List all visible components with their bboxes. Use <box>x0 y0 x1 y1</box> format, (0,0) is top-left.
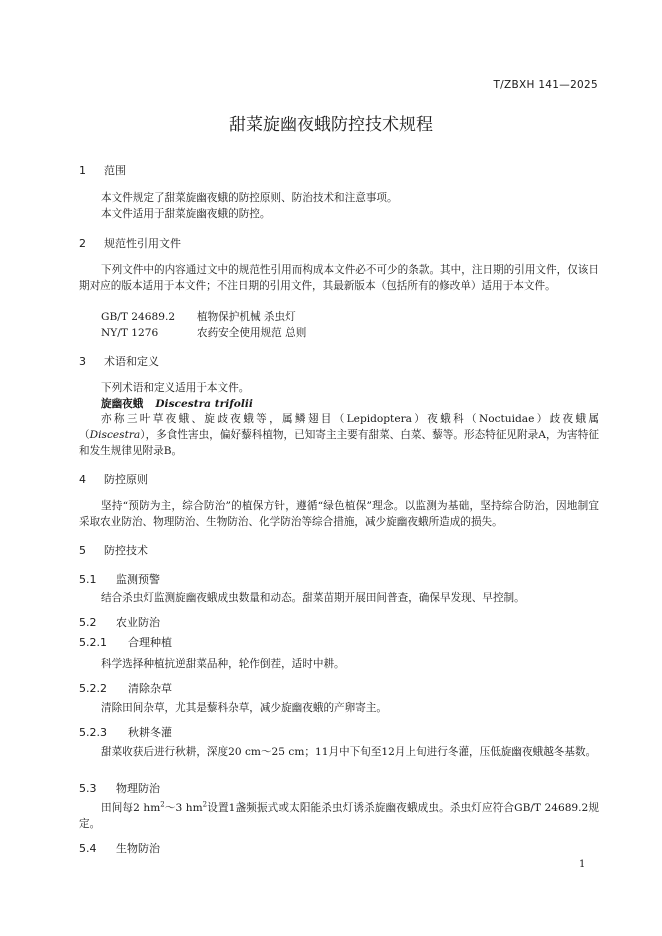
section-number: 5.2.3 <box>79 726 107 739</box>
paragraph: 坚持“预防为主，综合防治”的植保方针，遵循“绿色植保”理念。以监测为基础，坚持综合防治，因地制宜采取农业防治、物理防治、生物防治、化学防治等综合措施，减少旋幽夜蛾所造成的损失。 <box>79 500 599 528</box>
section-number: 5.1 <box>79 573 97 586</box>
section-title: 秋耕冬灌 <box>128 726 172 739</box>
paragraph: 本文件适用于甜菜旋幽夜蛾的防控。 <box>101 208 271 220</box>
paragraph-text: 设置1盏频振式或太阳能杀虫灯诱杀旋幽夜蛾成虫。杀虫灯应符合GB/T 24689.2规定。 <box>79 802 599 830</box>
section-2-heading <box>79 235 181 251</box>
section-3-heading <box>79 353 159 369</box>
section-number: 5.2.1 <box>79 636 107 649</box>
section-5-2-2-heading <box>79 680 172 696</box>
section-number: 3 <box>79 355 86 368</box>
term-entry <box>101 396 253 411</box>
section-title: 物理防治 <box>116 782 160 795</box>
section-number: 1 <box>79 164 86 177</box>
reference-code: GB/T 24689.2 <box>101 311 176 323</box>
section-title: 农业防治 <box>116 616 160 629</box>
paragraph: 下列术语和定义适用于本文件。 <box>101 382 250 394</box>
reference-code: NY/T 1276 <box>101 327 159 339</box>
superscript: 2 <box>160 800 165 809</box>
section-number: 2 <box>79 237 86 250</box>
paragraph: 结合杀虫灯监测旋幽夜蛾成虫数量和动态。甜菜苗期开展田间普查，确保早发现、早控制。 <box>101 592 525 604</box>
term-latin: Discestra trifolii <box>155 398 253 410</box>
reference-name: 植物保护机械 杀虫灯 <box>197 311 296 323</box>
page-number: 1 <box>579 859 586 870</box>
term-definition <box>79 411 599 459</box>
section-title: 术语和定义 <box>104 355 159 368</box>
superscript: 2 <box>202 800 208 809</box>
section-number: 4 <box>79 473 86 486</box>
section-5-2-heading <box>79 614 160 630</box>
paragraph: 下列文件中的内容通过文中的规范性引用而构成本文件必不可少的条款。其中，注日期的引用文件，仅该日期对应的版本适用于本文件；不注日期的引用文件，其最新版本（包括所有的修改单）适用于本文件。 <box>79 264 599 292</box>
paragraph: 科学选择种植抗逆甜菜品种，轮作倒茬，适时中耕。 <box>101 658 345 670</box>
section-title: 防控技术 <box>104 544 148 557</box>
section-number: 5.4 <box>79 842 97 855</box>
section-title: 监测预警 <box>116 573 160 586</box>
section-title: 规范性引用文件 <box>104 237 181 250</box>
section-5-4-heading <box>79 840 160 856</box>
section-number: 5.2 <box>79 616 97 629</box>
reference-item <box>101 309 296 324</box>
section-number: 5 <box>79 544 86 557</box>
definition-text: 亦称三叶草夜蛾、旋歧夜蛾等，属鳞翅目（Lepidoptera）夜蛾科（Noctuidae）歧夜蛾属（ <box>79 413 599 441</box>
section-title: 生物防治 <box>116 842 160 855</box>
reference-item <box>101 325 306 340</box>
genus-name: Discestra <box>89 429 141 441</box>
paragraph-text: ～3 hm <box>164 802 203 814</box>
section-number: 5.3 <box>79 782 97 795</box>
section-5-3-heading <box>79 780 160 796</box>
section-number: 5.2.2 <box>79 682 107 695</box>
reference-name: 农药安全使用规范 总则 <box>197 327 307 339</box>
paragraph: 清除田间杂草，尤其是藜科杂草，减少旋幽夜蛾的产卵寄主。 <box>101 702 388 714</box>
section-1-heading <box>79 162 126 178</box>
section-5-1-heading <box>79 571 160 587</box>
paragraph-text: 田间每2 hm <box>101 802 161 814</box>
section-4-heading <box>79 471 148 487</box>
section-5-2-3-heading <box>79 724 172 740</box>
paragraph <box>79 800 599 832</box>
section-5-2-1-heading <box>79 634 172 650</box>
term-chinese: 旋幽夜蛾 <box>101 398 144 410</box>
document-title: 甜菜旋幽夜蛾防控技术规程 <box>229 115 433 135</box>
paragraph: 甜菜收获后进行秋耕，深度20 cm～25 cm；11月中下旬至12月上旬进行冬灌，压低旋幽夜蛾越冬基数。 <box>101 746 597 758</box>
paragraph: 本文件规定了甜菜旋幽夜蛾的防控原则、防治技术和注意事项。 <box>101 192 398 204</box>
section-title: 清除杂草 <box>128 682 172 695</box>
definition-text: ），多食性害虫，偏好藜科植物，已知寄主主要有甜菜、白菜、藜等。形态特征见附录A，为害特征和发生规律见附录B。 <box>79 429 599 457</box>
section-title: 范围 <box>104 164 126 177</box>
section-5-heading <box>79 542 148 558</box>
section-title: 合理种植 <box>128 636 172 649</box>
section-title: 防控原则 <box>104 473 148 486</box>
standard-number: T/ZBXH 141—2025 <box>493 79 598 91</box>
